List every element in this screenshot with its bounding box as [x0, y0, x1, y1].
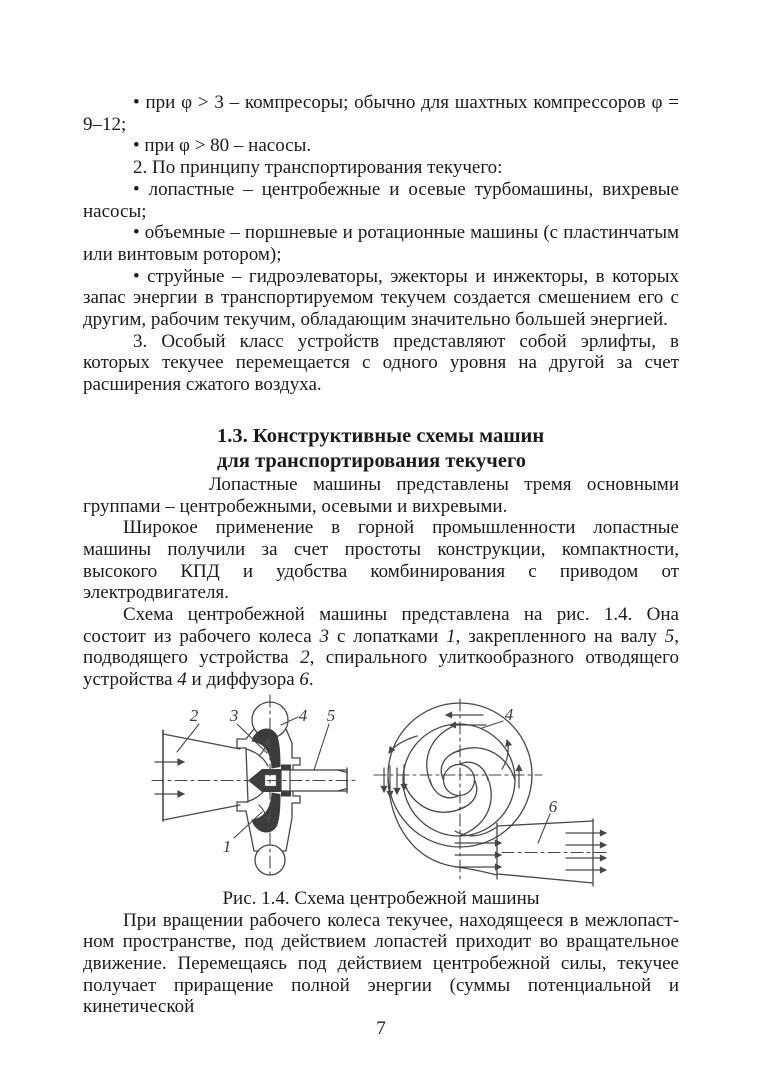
figure-caption: Рис. 1.4. Схема центробежной машины: [222, 887, 540, 909]
para-airlifts: 3. Особый класс устройств представляют собой эрлифты, в которых текучее перемещается с одного уровня на другой за счет расширения сжатого воздуха.: [83, 330, 679, 396]
figure-label-2: 2: [189, 705, 199, 725]
para-scheme-description: Схема центробежной машины представлена на рис. 1.4. Она состоит из рабочего колеса 3 с лопатками 1, закрепленного на валу 5, подводящего устройства 2, спирального улиткообразного отводящего устройства 4 и диффузора 6.: [83, 604, 679, 691]
para-mining-usage: Широкое применение в горной промышленности лопастные машины получили за счет простоты конструкции, компактности, высокого КПД и удобства комбинирования с приводом от электродвигателя.: [83, 517, 679, 604]
bullet-compressors: • при φ > 3 – компресоры; обычно для шахтных компрессоров φ = 9–12;: [83, 92, 679, 135]
text-column: [83, 0, 679, 1040]
para-vane-groups: Лопастные машины представлены тремя основными группами – центробежными, осевыми и вихревыми.: [83, 473, 679, 517]
figure-1-4: [83, 693, 679, 888]
right-diagram-front-view: [374, 699, 606, 886]
section-heading: [217, 424, 679, 474]
bullet-pumps: • при φ > 80 – насосы.: [133, 135, 312, 157]
figure-label-6: 6: [548, 796, 558, 816]
flow-arrows: [384, 715, 606, 870]
centrifugal-machine-diagram: [150, 693, 615, 888]
para-impeller-rotation: При вращении рабочего колеса текучее, находящееся в межлопастном пространстве, под действием лопастей приходит во вращательное движение. Перемещаясь под действием центробежной силы, текучее получает приращение полной энергии (суммы потенциальной и кинетической: [83, 909, 679, 1018]
leader-6: [538, 814, 550, 843]
figure-label-4-left: 4: [298, 705, 308, 725]
page-number: 7: [376, 1018, 386, 1040]
leader-5: [314, 724, 329, 770]
impeller-rim-circle: [403, 724, 515, 836]
section-heading-line1: 1.3. Конструктивные схемы машин: [217, 424, 545, 447]
section-heading-line2: для транспортирования текучего: [217, 449, 526, 472]
figure-label-5: 5: [326, 705, 336, 725]
bullet-vane-machines: • лопастные – центробежные и осевые турбомашины, вихревые насосы;: [83, 178, 679, 222]
bullet-volumetric-machines: • объемные – поршневые и ротационные машины (с пластинчатым или винтовым ротором);: [83, 222, 679, 265]
figure-label-4-right: 4: [504, 704, 514, 724]
figure-label-1: 1: [222, 836, 232, 856]
figure-label-3: 3: [229, 705, 239, 725]
volute-tongue: [455, 827, 497, 836]
impeller-hub-circle: [444, 764, 475, 795]
item-transport-principle: 2. По принципу транспортирования текучего:: [133, 157, 503, 179]
bullet-jet-machines: • струйные – гидроэлеваторы, эжекторы и инжекторы, в которых запас энергии в транспортируемом текучем создается смешением его с другим, рабочим текучим, обладающим значительно большей энергией.: [83, 265, 679, 331]
